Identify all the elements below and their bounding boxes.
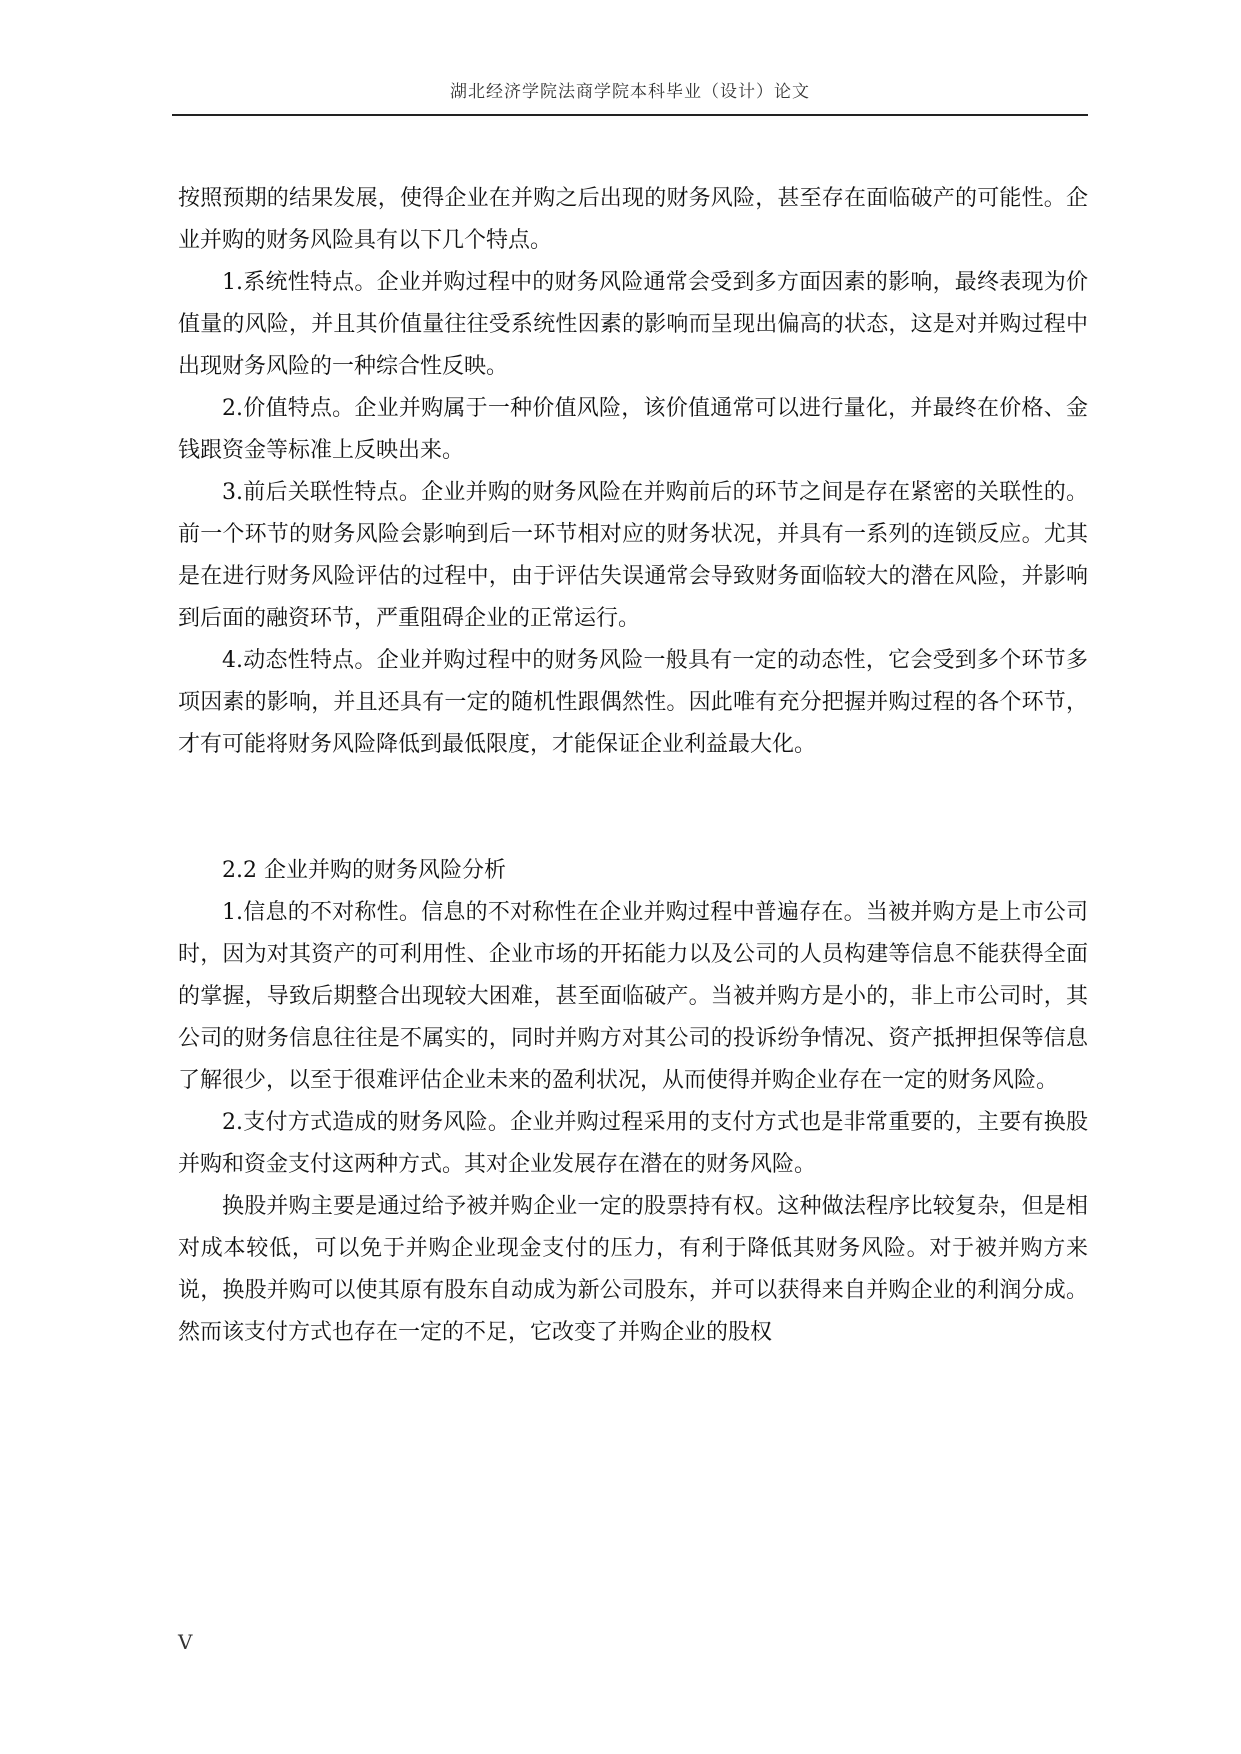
- section-heading: 2.2 企业并购的财务风险分析: [222, 858, 506, 883]
- paragraph-information-asymmetry: 1.信息的不对称性。信息的不对称性在企业并购过程中普遍存在。当被并购方是上市公司时，因为对其资产的可利用性、企业市场的开拓能力以及公司的人员构建等信息不能获得全面的掌握，导致后期整合出现较大困难，甚至面临破产。当被并购方是小的，非上市公司时，其公司的财务信息往往是不属实的，同时并购方对其公司的投诉纷争情况、资产抵押担保等信息了解很少，以至于很难评估企业未来的盈利状况，从而使得并购企业存在一定的财务风险。: [178, 900, 1088, 1093]
- paragraph-correlation-feature: 3.前后关联性特点。企业并购的财务风险在并购前后的环节之间是存在紧密的关联性的。前一个环节的财务风险会影响到后一环节相对应的财务状况，并具有一系列的连锁反应。尤其是在进行财务风险评估的过程中，由于评估失误通常会导致财务面临较大的潜在风险，并影响到后面的融资环节，严重阻碍企业的正常运行。: [178, 480, 1088, 631]
- paragraph-share-exchange: 换股并购主要是通过给予被并购企业一定的股票持有权。这种做法程序比较复杂，但是相对成本较低，可以免于并购企业现金支付的压力，有利于降低其财务风险。对于被并购方来说，换股并购可以使其原有股东自动成为新公司股东，并可以获得来自并购企业的利润分成。然而该支付方式也存在一定的不足，它改变了并购企业的股权: [178, 1194, 1088, 1345]
- paragraph-systemic-feature: 1.系统性特点。企业并购过程中的财务风险通常会受到多方面因素的影响，最终表现为价值量的风险，并且其价值量往往受系统性因素的影响而呈现出偏高的状态，这是对并购过程中出现财务风险的一种综合性反映。: [178, 270, 1088, 379]
- page-header: [172, 78, 1088, 116]
- paragraph-payment-method: 2.支付方式造成的财务风险。企业并购过程采用的支付方式也是非常重要的，主要有换股并购和资金支付这两种方式。其对企业发展存在潜在的财务风险。: [178, 1110, 1088, 1177]
- page-number: V: [178, 1630, 193, 1654]
- header-title: 湖北经济学院法商学院本科毕业（设计）论文: [450, 82, 810, 102]
- document-body: [178, 178, 1088, 1354]
- paragraph-dynamic-feature: 4.动态性特点。企业并购过程中的财务风险一般具有一定的动态性，它会受到多个环节多项因素的影响，并且还具有一定的随机性跟偶然性。因此唯有充分把握并购过程的各个环节，才有可能将财务风险降低到最低限度，才能保证企业利益最大化。: [178, 648, 1088, 757]
- paragraph-value-feature: 2.价值特点。企业并购属于一种价值风险，该价值通常可以进行量化，并最终在价格、金钱跟资金等标准上反映出来。: [178, 396, 1088, 463]
- paragraph-continuation: 按照预期的结果发展，使得企业在并购之后出现的财务风险，甚至存在面临破产的可能性。企业并购的财务风险具有以下几个特点。: [178, 186, 1088, 253]
